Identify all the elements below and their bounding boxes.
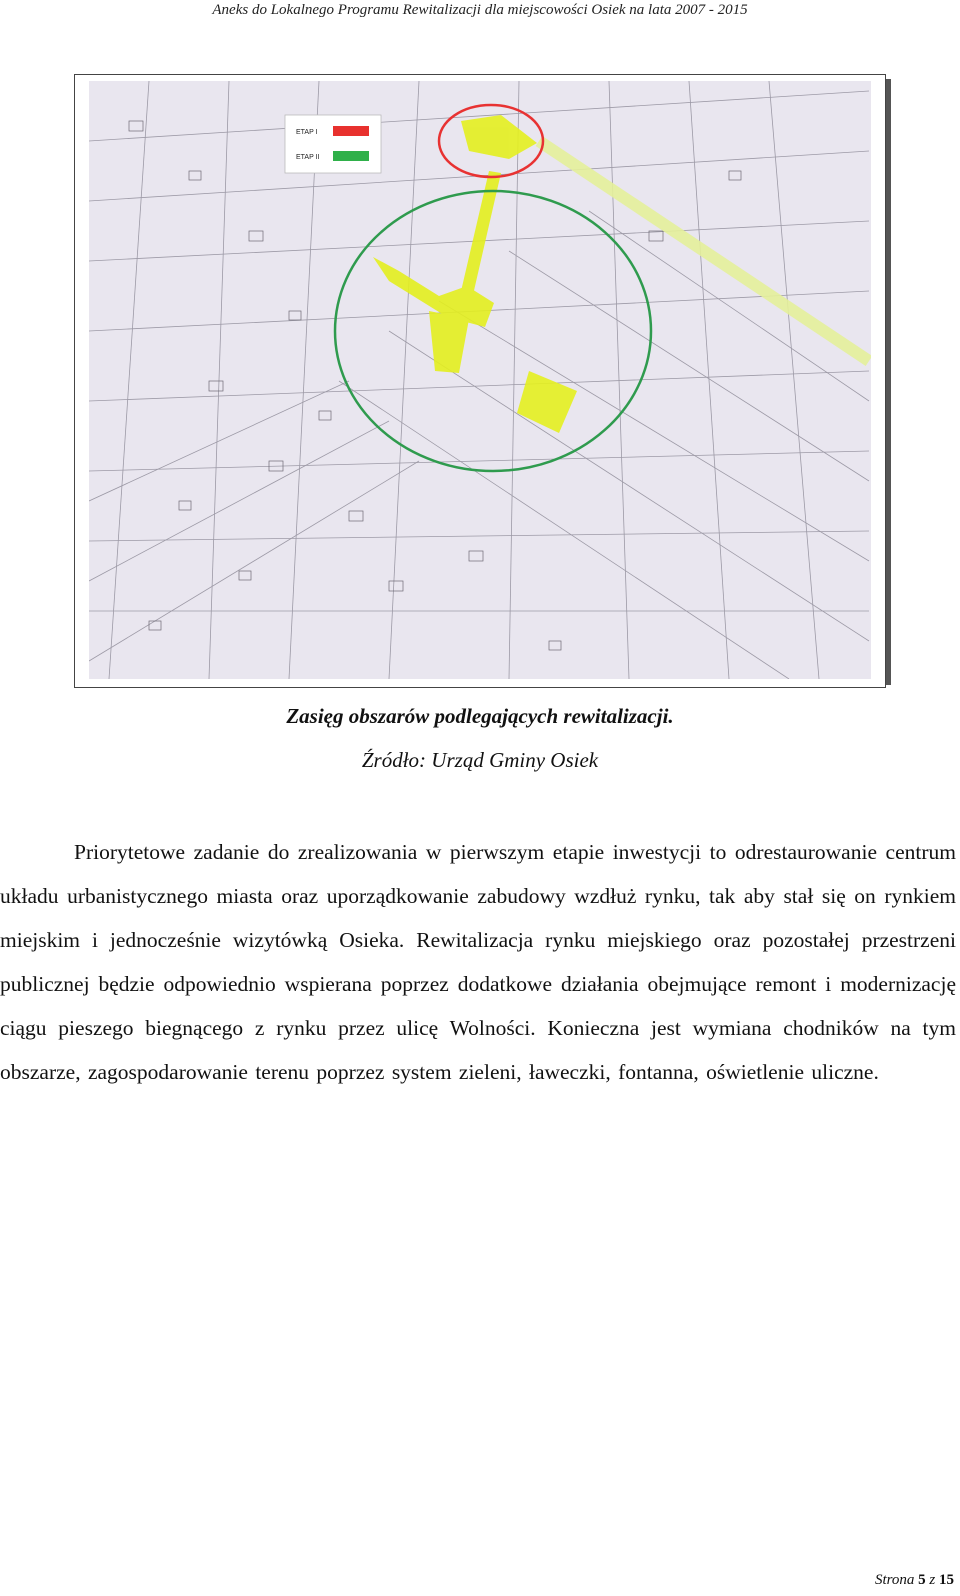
running-header (0, 0, 960, 24)
map-figure (74, 74, 886, 688)
legend-label-etap-2: ETAP II (296, 154, 320, 161)
body-paragraph: Priorytetowe zadanie do zrealizowania w pierwszym etapie inwestycji to odrestaurowanie centrum układu urbanistycznego miasta oraz uporządkowanie zabudowy wzdłuż rynku, tak aby stał się on rynkiem miejskim i jednocześnie wizytówką Osieka. Rewitalizacja rynku miejskiego oraz pozostałej przestrzeni publicznej będzie odpowiednio wspierana poprzez dodatkowe działania obejmujące remont i modernizację ciągu pieszego biegnącego z rynku przez ulicę Wolności. Konieczna jest wymiana chodników na tym obszarze, zagospodarowanie terenu poprzez system zieleni, ławeczki, fontanna, oświetlenie uliczne. (0, 840, 956, 1084)
running-title: Aneks do Lokalnego Programu Rewitalizacji dla miejscowości Osiek na lata 2007 - 2015 (212, 2, 748, 18)
page-number: 5 (918, 1572, 926, 1588)
figure-caption-title: Zasięg obszarów podlegających rewitalizacji. (286, 704, 674, 728)
total-pages: 15 (939, 1572, 954, 1588)
figure-caption-source: Źródło: Urząd Gminy Osiek (361, 748, 599, 772)
page-footer (875, 1572, 954, 1589)
legend-swatch-etap-1 (333, 126, 369, 136)
page-word: Strona (874, 1572, 915, 1588)
legend-swatch-etap-2 (333, 151, 369, 161)
page-of-word: z (929, 1572, 936, 1588)
cadastral-map-image (89, 81, 871, 679)
legend-label-etap-1: ETAP I (296, 129, 318, 136)
